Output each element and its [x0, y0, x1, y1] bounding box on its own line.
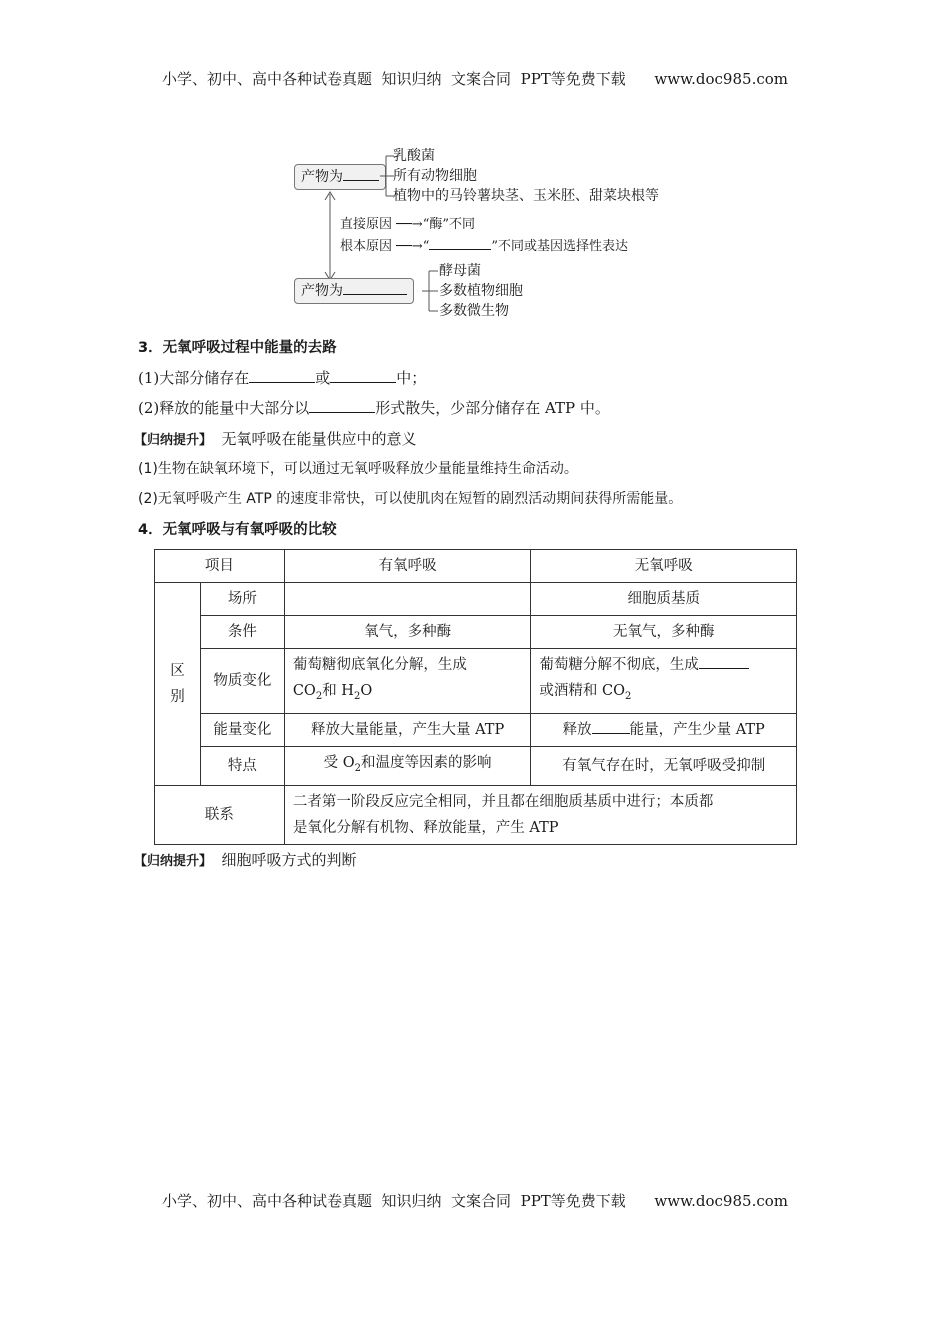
- s3-blank: [249, 368, 315, 383]
- s3-line2-part: (2)释放的能量中大部分以: [138, 399, 310, 417]
- s3-line1-part: 中；: [396, 369, 427, 387]
- box1-item: 植物中的马铃薯块茎、玉米胚、甜菜块根等: [393, 188, 659, 204]
- cell-text: 能量，产生少量 ATP: [629, 721, 765, 738]
- table-row: [155, 746, 797, 785]
- summary-title: 细胞呼吸方式的判断: [212, 851, 357, 869]
- subscript: 2: [625, 690, 632, 702]
- summary-tag: 【归纳提升】: [134, 854, 213, 869]
- comparison-table: [154, 549, 797, 845]
- page-header: 小学、初中、高中各种试卷真题 知识归纳 文案合同 PPT等免费下载 www.doc985.com: [161, 70, 788, 88]
- root-reason-line: 根本原因 ──→“ ”不同或基因选择性表达: [340, 239, 629, 254]
- cell-text: 受 O: [323, 754, 355, 771]
- box1-bracket: [380, 150, 394, 202]
- summary1-line2: (2)无氧呼吸产生 ATP 的速度非常快，可以使肌肉在短暂的剧烈活动期间获得所需能量。: [138, 491, 683, 507]
- table-header-row: [155, 550, 797, 583]
- cell-text: 或酒精和 CO: [539, 683, 625, 699]
- relation-cell: [284, 785, 796, 844]
- direct-reason-label: 直接原因: [340, 217, 393, 232]
- table-row: [155, 649, 797, 714]
- s3-blank: [330, 368, 396, 383]
- cell-text: 和温度等因素的影响: [361, 754, 492, 771]
- box2-bracket: [422, 265, 438, 317]
- anaerobic-product-blank: [699, 654, 749, 669]
- root-open-quote: “: [422, 239, 430, 254]
- s3-line1-part: 或: [315, 369, 331, 387]
- root-reason-text: ”不同或基因选择性表达: [491, 239, 629, 254]
- cell-text: 和 H: [322, 683, 354, 699]
- s3-line1-part: (1)大部分储存在: [138, 369, 250, 387]
- root-reason-label: 根本原因: [340, 239, 393, 254]
- diagram-box-alcohol: [294, 278, 414, 304]
- cell-text: 葡萄糖彻底氧化分解，生成: [292, 657, 467, 673]
- aerobic-cell: 释放大量能量，产生大量 ATP: [284, 713, 531, 746]
- double-arrow: [320, 190, 340, 282]
- anaerobic-cell: 有氧气存在时，无氧呼吸受抑制: [531, 746, 797, 785]
- summary-tag: 【归纳提升】: [134, 433, 213, 448]
- cell-text: O: [360, 683, 373, 699]
- box1-item: 乳酸菌: [393, 148, 435, 164]
- aerobic-cell: [284, 583, 531, 616]
- energy-blank: [592, 719, 630, 734]
- aerobic-cell: 氧气，多种酶: [284, 616, 531, 649]
- item-cell: 条件: [200, 616, 284, 649]
- header-cell: 无氧呼吸: [531, 550, 797, 583]
- s3-line2-part: 形式散失，少部分储存在 ATP 中。: [375, 399, 610, 417]
- summary1-line1: (1)生物在缺氧环境下，可以通过无氧呼吸释放少量能量维持生命活动。: [138, 461, 578, 477]
- table-row: [155, 616, 797, 649]
- box1-label: 产物为: [301, 169, 343, 185]
- s3-blank: [309, 398, 375, 413]
- box2-blank: [343, 280, 407, 295]
- item-cell: 特点: [200, 746, 284, 785]
- page-footer: 小学、初中、高中各种试卷真题 知识归纳 文案合同 PPT等免费下载 www.doc985.com: [161, 1192, 788, 1210]
- box2-item: 酵母菌: [439, 263, 481, 279]
- group-label-cell: [155, 583, 201, 786]
- header-cell: 项目: [155, 550, 285, 583]
- cell-text: 是氧化分解有机物、释放能量，产生 ATP: [292, 819, 559, 836]
- summary1-heading: [134, 429, 417, 451]
- direct-reason-line: 直接原因 ──→“酶”不同: [340, 217, 475, 232]
- aerobic-cell: [284, 649, 531, 714]
- anaerobic-cell: 细胞质基质: [531, 583, 797, 616]
- root-blank: [429, 237, 491, 250]
- item-cell: 场所: [200, 583, 284, 616]
- subscript: 2: [353, 690, 361, 702]
- box2-item: 多数微生物: [439, 303, 509, 319]
- item-cell: 物质变化: [200, 649, 284, 714]
- group-label: 区: [170, 662, 185, 679]
- cell-text: CO: [292, 683, 316, 699]
- aerobic-cell: [284, 746, 531, 785]
- anaerobic-cell: [531, 713, 797, 746]
- cell-text: 葡萄糖分解不彻底，生成: [539, 657, 699, 673]
- table-row: [155, 713, 797, 746]
- cell-text: 二者第一阶段反应完全相同，并且都在细胞质基质中进行；本质都: [292, 793, 714, 810]
- summary2-heading: [134, 850, 357, 872]
- box1-item: 所有动物细胞: [393, 168, 477, 184]
- anaerobic-cell: 无氧气，多种酶: [531, 616, 797, 649]
- section3-line1: [138, 368, 426, 388]
- table-row: [155, 785, 797, 844]
- item-cell: 能量变化: [200, 713, 284, 746]
- section4-title: 4．无氧呼吸与有氧呼吸的比较: [138, 522, 337, 538]
- subscript: 2: [315, 690, 323, 702]
- box1-blank: [343, 166, 379, 181]
- summary-title: 无氧呼吸在能量供应中的意义: [212, 430, 417, 448]
- anaerobic-cell: [531, 649, 797, 714]
- group-label: 别: [170, 688, 185, 705]
- header-cell: 有氧呼吸: [284, 550, 531, 583]
- relation-label-cell: 联系: [155, 785, 285, 844]
- table-row: [155, 583, 797, 616]
- section3-title: 3．无氧呼吸过程中能量的去路: [138, 340, 337, 356]
- subscript: 2: [354, 762, 362, 774]
- box2-label: 产物为: [301, 283, 343, 299]
- box2-item: 多数植物细胞: [439, 283, 523, 299]
- diagram-box-lactic: [294, 164, 386, 190]
- section3-line2: [138, 398, 610, 418]
- direct-reason-text: “酶”不同: [422, 217, 475, 232]
- cell-text: 释放: [562, 721, 592, 738]
